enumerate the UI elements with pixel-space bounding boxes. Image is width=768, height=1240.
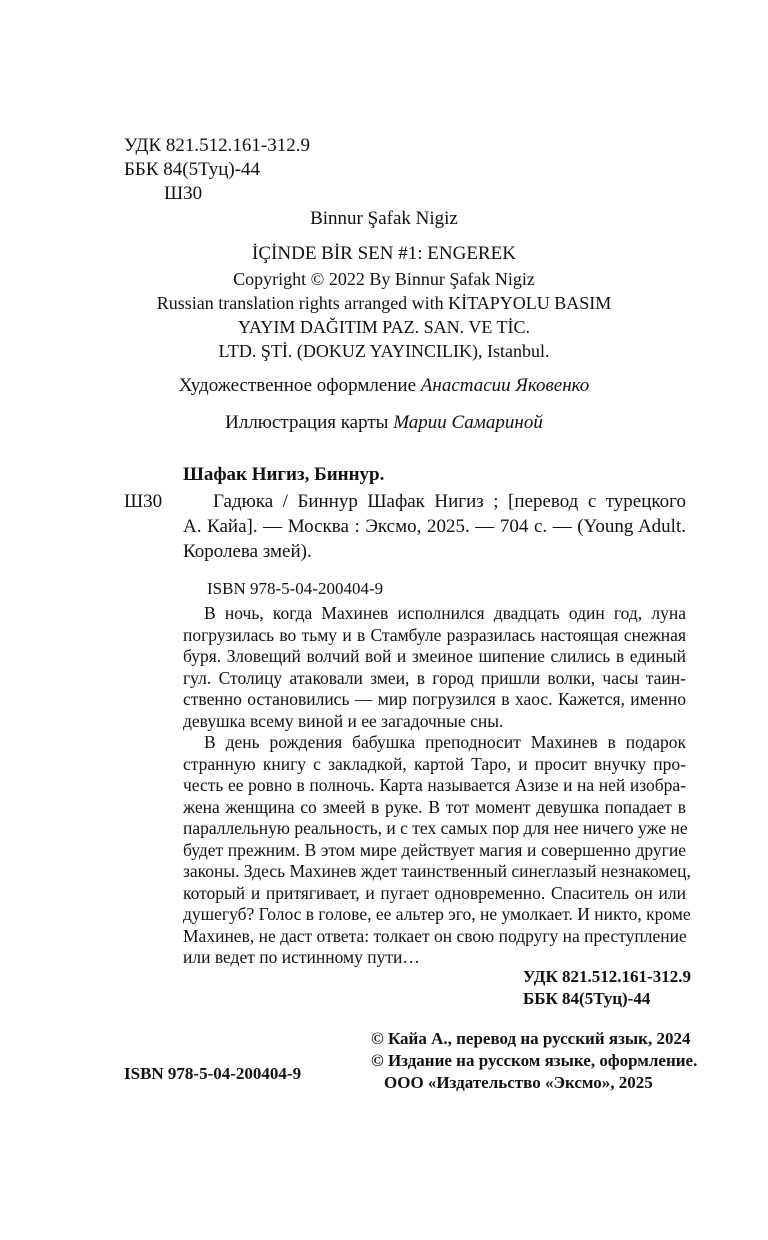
bibliographic-mark: Ш30 [124, 491, 163, 512]
map-credit-name: Марии Самариной [393, 412, 543, 433]
footer-copyright: ООО «Издательство «Эксмо», 2025 [384, 1073, 653, 1092]
annotation-line: душегуб? Голос в голове, ее альтер эго, не умолкает. И никто, кроме [183, 904, 691, 924]
annotation-line: В день рождения бабушка преподносит Махинев в подарок [204, 732, 686, 752]
bibliographic-isbn: ISBN 978-5-04-200404-9 [207, 579, 384, 598]
original-author: Binnur Şafak Nigiz [310, 208, 458, 229]
design-credit [0, 374, 768, 398]
udk-code: УДК 821.512.161-312.9 [124, 135, 310, 156]
annotation-line: который и притягивает, и пугает одновременно. Спаситель он или [183, 882, 686, 903]
bibliographic-line: Гадюка / Биннур Шафак Нигиз ; [перевод с турецкого [213, 491, 686, 512]
annotation-line: В ночь, когда Махинев исполнился двадцать один год, луна [204, 603, 686, 623]
map-credit [0, 411, 768, 435]
copyright-line: YAYIM DAĞITIM PAZ. SAN. VE TİC. [237, 317, 531, 337]
copyright-line: Russian translation rights arranged with KİTAPYOLU BASIM [156, 293, 612, 313]
footer-udk: УДК 821.512.161-312.9 [523, 967, 691, 986]
annotation-line: честь ее ровно в полночь. Карта называется Азизе и на ней изобра- [183, 775, 686, 795]
annotation-line: параллельную реальность, и с тех самых пор для нее ничего уже не [183, 818, 688, 838]
annotation-line: будет прежним. В этом мире действует магия и совершенно другие [183, 839, 686, 860]
annotation-line: ственно остановились — мир погрузился в хаос. Кажется, именно [183, 689, 686, 709]
annotation-line: законы. Здесь Махинев ждет таинственный синеглазый незнакомец, [183, 861, 691, 881]
design-credit-name: Анастасии Яковенко [420, 375, 590, 396]
footer-bbk: ББК 84(5Туц)-44 [523, 989, 651, 1008]
annotation-line: или ведет по истинному пути… [183, 947, 420, 967]
annotation-line: жена женщина со змеей в руке. В тот момент девушка попадает в [183, 796, 686, 817]
bibliographic-heading: Шафак Нигиз, Биннур. [183, 464, 385, 485]
bibliographic-line: А. Кайа]. — Москва : Эксмо, 2025. — 704 с. — (Young Adult. [183, 516, 686, 537]
annotation-line: Махинев, не даст ответа: толкает он свою подругу на преступление [183, 925, 687, 946]
copyright-line: LTD. ŞTİ. (DOKUZ YAYINCILIK), Istanbul. [218, 341, 550, 361]
footer-copyright: © Кайа А., перевод на русский язык, 2024 [371, 1029, 691, 1048]
bibliographic-line: Королева змей). [183, 541, 312, 562]
bbk-code: ББК 84(5Туц)-44 [124, 159, 261, 180]
annotation-line: буря. Зловещий волчий вой и змеиное шипение слились в единый [183, 646, 686, 666]
map-credit-label: Иллюстрация карты [225, 412, 389, 433]
author-mark: Ш30 [164, 183, 203, 204]
copyright-line: Copyright © 2022 By Binnur Şafak Nigiz [233, 269, 535, 289]
annotation-line: погрузилась во тьму и в Стамбуле разразилась настоящая снежная [183, 624, 686, 645]
annotation-line: гул. Столицу атаковали змеи, в город пришли волки, часы таин- [183, 667, 686, 688]
original-title: İÇİNDE BİR SEN #1: ENGEREK [252, 243, 516, 264]
annotation-line: странную книгу с закладкой, картой Таро, и просит внучку про- [183, 753, 686, 774]
design-credit-label: Художественное оформление [178, 375, 417, 396]
footer-isbn: ISBN 978-5-04-200404-9 [124, 1064, 302, 1083]
annotation [183, 603, 691, 969]
footer-copyright: © Издание на русском языке, оформление. [371, 1051, 698, 1070]
annotation-line: девушка всему виной и ее загадочные сны. [183, 710, 504, 731]
